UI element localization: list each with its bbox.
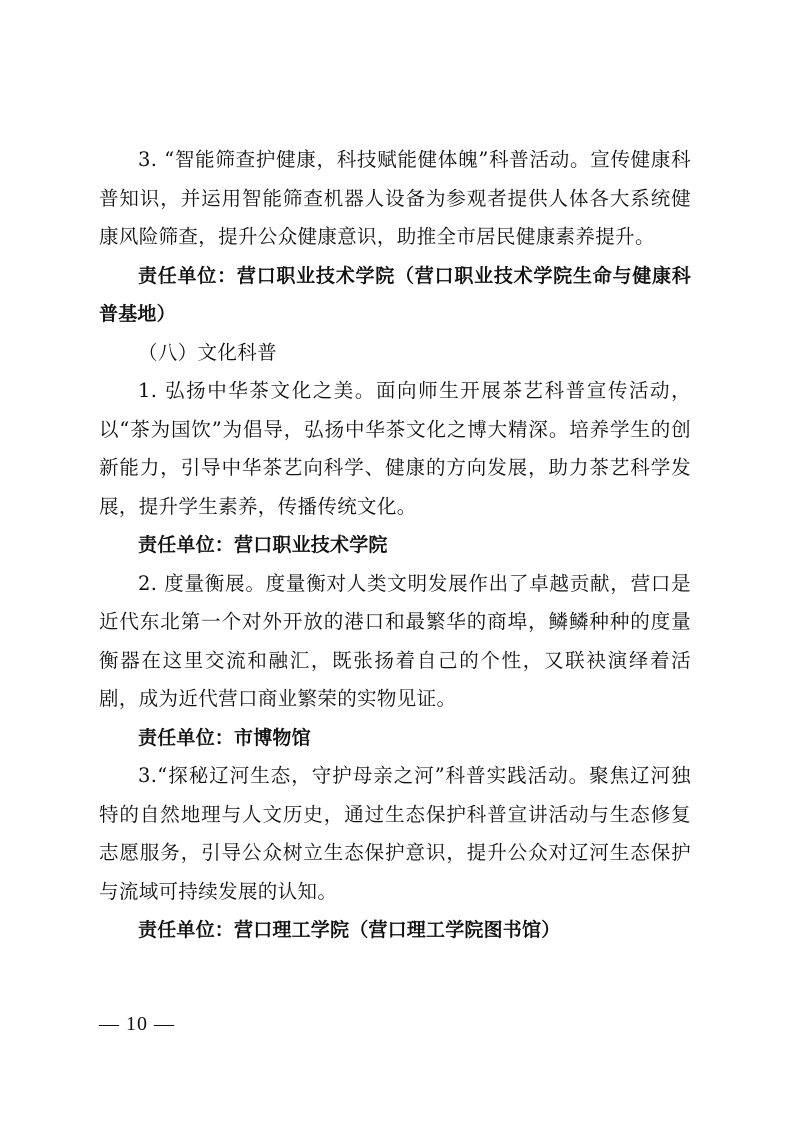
responsible-unit-measurement-exhibit: 责任单位：市博物馆	[138, 726, 311, 749]
responsible-unit-health-screening: 责任单位：营口职业技术学院（营口职业技术学院生命与健康科普基地）	[99, 264, 691, 325]
document-body	[99, 141, 691, 950]
activity-paragraph-measurement-exhibit: 2. 度量衡展。度量衡对人类文明发展作出了卓越贡献，营口是近代东北第一个对外开放的港口和最繁华的商埠，鳞鳞种种的度量衡器在这里交流和融汇，既张扬着自己的个性，又联袂演绎着活剧，成为近代营口商业繁荣的实物见证。	[99, 571, 691, 710]
responsible-unit-liao-river: 责任单位：营口理工学院（营口理工学院图书馆）	[138, 919, 561, 941]
activity-paragraph-tea-culture: 1. 弘扬中华茶文化之美。面向师生开展茶艺科普宣传活动，以“茶为国饮”为倡导，弘扬中华茶文化之博大精深。培养学生的创新能力，引导中华茶艺向科学、健康的方向发展，助力茶艺科学发展，提升学生素养，传播传统文化。	[99, 379, 691, 518]
activity-paragraph-health-screening: 3. “智能筛查护健康，科技赋能健体魄”科普活动。宣传健康科普知识，并运用智能筛查机器人设备为参观者提供人体各大系统健康风险筛查，提升公众健康意识，助推全市居民健康素养提升。	[99, 148, 691, 248]
activity-paragraph-liao-river: 3.“探秘辽河生态，守护母亲之河”科普实践活动。聚焦辽河独特的自然地理与人文历史，通过生态保护科普宣讲活动与生态修复志愿服务，引导公众树立生态保护意识，提升公众对辽河生态保护与流域可持续发展的认知。	[99, 764, 691, 903]
page-number: — 10 —	[99, 1013, 175, 1035]
section-heading-culture: （八）文化科普	[138, 340, 277, 364]
responsible-unit-tea-culture: 责任单位：营口职业技术学院	[138, 534, 388, 556]
